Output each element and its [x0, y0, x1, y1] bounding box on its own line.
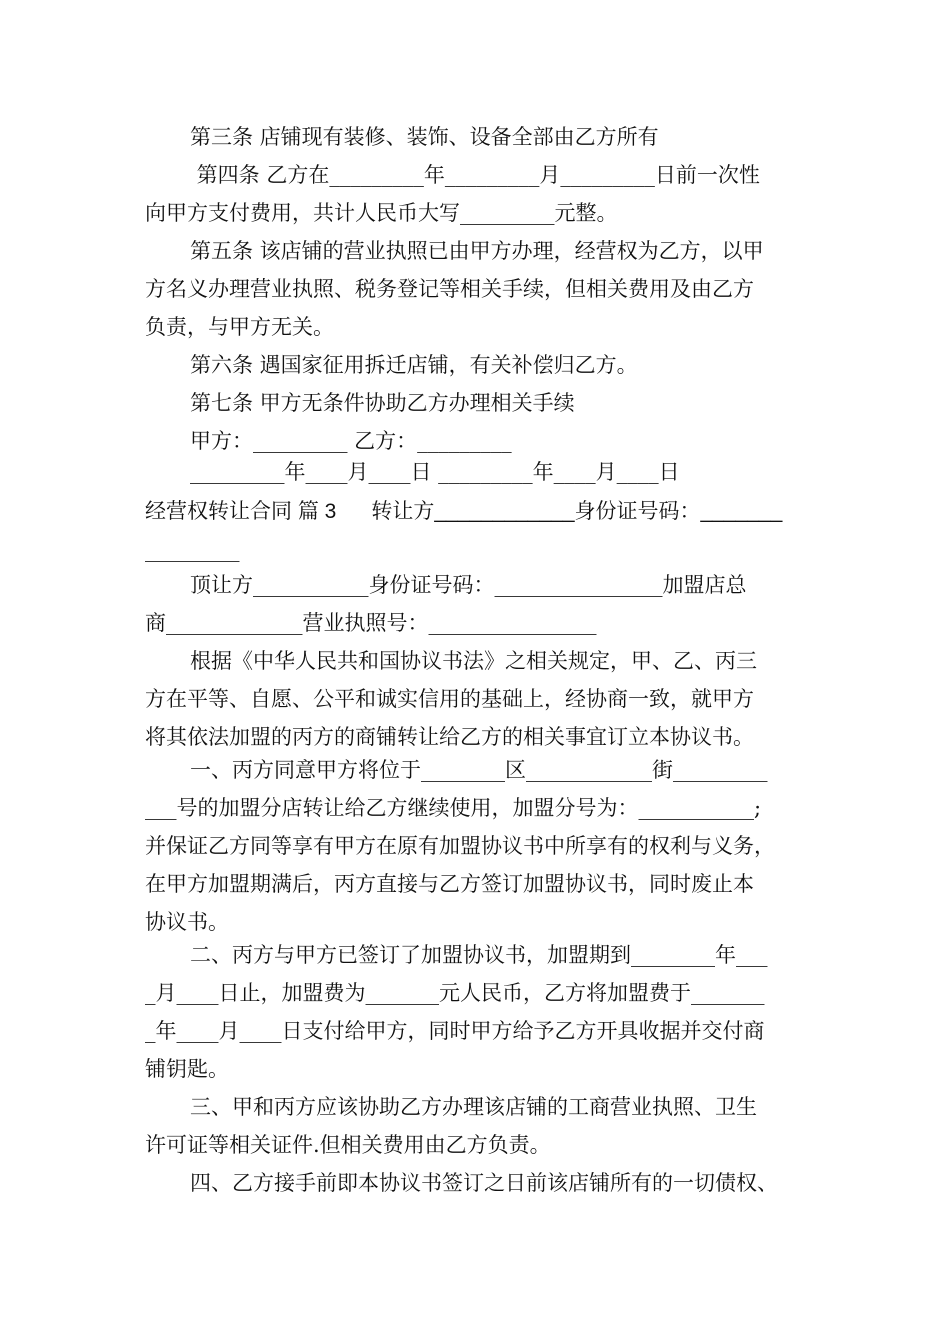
- signature-dates: _________年____月____日 _________年____月____日: [190, 460, 680, 484]
- article-1-line-2: ___号的加盟分店转让给乙方继续使用，加盟分号为：___________;: [145, 796, 762, 820]
- clause-6: 第六条 遇国家征用拆迁店铺，有关补偿归乙方。: [190, 353, 638, 377]
- clause-5-line-3: 负责，与甲方无关。: [145, 315, 334, 339]
- clause-4-line-1: 第四条 乙方在_________年_________月_________日前一次性: [190, 163, 760, 187]
- clause-4-line-2: 向甲方支付费用，共计人民币大写_________元整。: [145, 201, 618, 225]
- clause-5-line-2: 方名义办理营业执照、税务登记等相关手续，但相关费用及由乙方: [145, 277, 754, 301]
- article-4-line-1: 四、乙方接手前即本协议书签订之日前该店铺所有的一切债权、: [190, 1171, 778, 1195]
- article-1-line-1: 一、丙方同意甲方将位于________区____________街_________: [190, 758, 768, 782]
- article-2-line-1: 二、丙方与甲方已签订了加盟协议书，加盟期到________年___: [190, 943, 768, 967]
- signature-parties: 甲方：_________ 乙方：_________: [190, 429, 512, 453]
- preamble-line-2: 方在平等、自愿、公平和诚实信用的基础上，经协商一致，就甲方: [145, 687, 754, 711]
- article-2-line-2: _月____日止，加盟费为_______元人民币，乙方将加盟费于_______: [145, 981, 765, 1005]
- assignee-line-2: 商_____________营业执照号：________________: [145, 611, 597, 635]
- assignee-line-1: 顶让方___________身份证号码：________________加盟店总: [190, 573, 747, 597]
- article-3-line-1: 三、甲和丙方应该协助乙方办理该店铺的工商营业执照、卫生: [190, 1095, 757, 1119]
- clause-5-line-1: 第五条 该店铺的营业执照已由甲方办理，经营权为乙方，以甲: [190, 239, 764, 263]
- preamble-line-3: 将其依法加盟的丙方的商铺转让给乙方的相关事宜订立本协议书。: [145, 725, 754, 749]
- clause-3: 第三条 店铺现有装修、装饰、设备全部由乙方所有: [190, 125, 659, 149]
- section-title-line: 经营权转让合同 篇 3 转让方____________身份证号码：_______: [145, 500, 783, 523]
- article-1-line-5: 协议书。: [145, 910, 229, 934]
- article-1-line-3: 并保证乙方同等享有甲方在原有加盟协议书中所享有的权利与义务，: [145, 834, 775, 858]
- article-2-line-4: 铺钥匙。: [145, 1057, 229, 1081]
- clause-7: 第七条 甲方无条件协助乙方办理相关手续: [190, 391, 575, 415]
- id-blank-continuation: _________: [145, 538, 240, 562]
- article-1-line-4: 在甲方加盟期满后，丙方直接与乙方签订加盟协议书，同时废止本: [145, 872, 754, 896]
- article-2-line-3: _年____月____日支付给甲方，同时甲方给予乙方开具收据并交付商: [145, 1019, 765, 1043]
- article-3-line-2: 许可证等相关证件.但相关费用由乙方负责。: [145, 1133, 551, 1157]
- preamble-line-1: 根据《中华人民共和国协议书法》之相关规定，甲、乙、丙三: [190, 649, 757, 673]
